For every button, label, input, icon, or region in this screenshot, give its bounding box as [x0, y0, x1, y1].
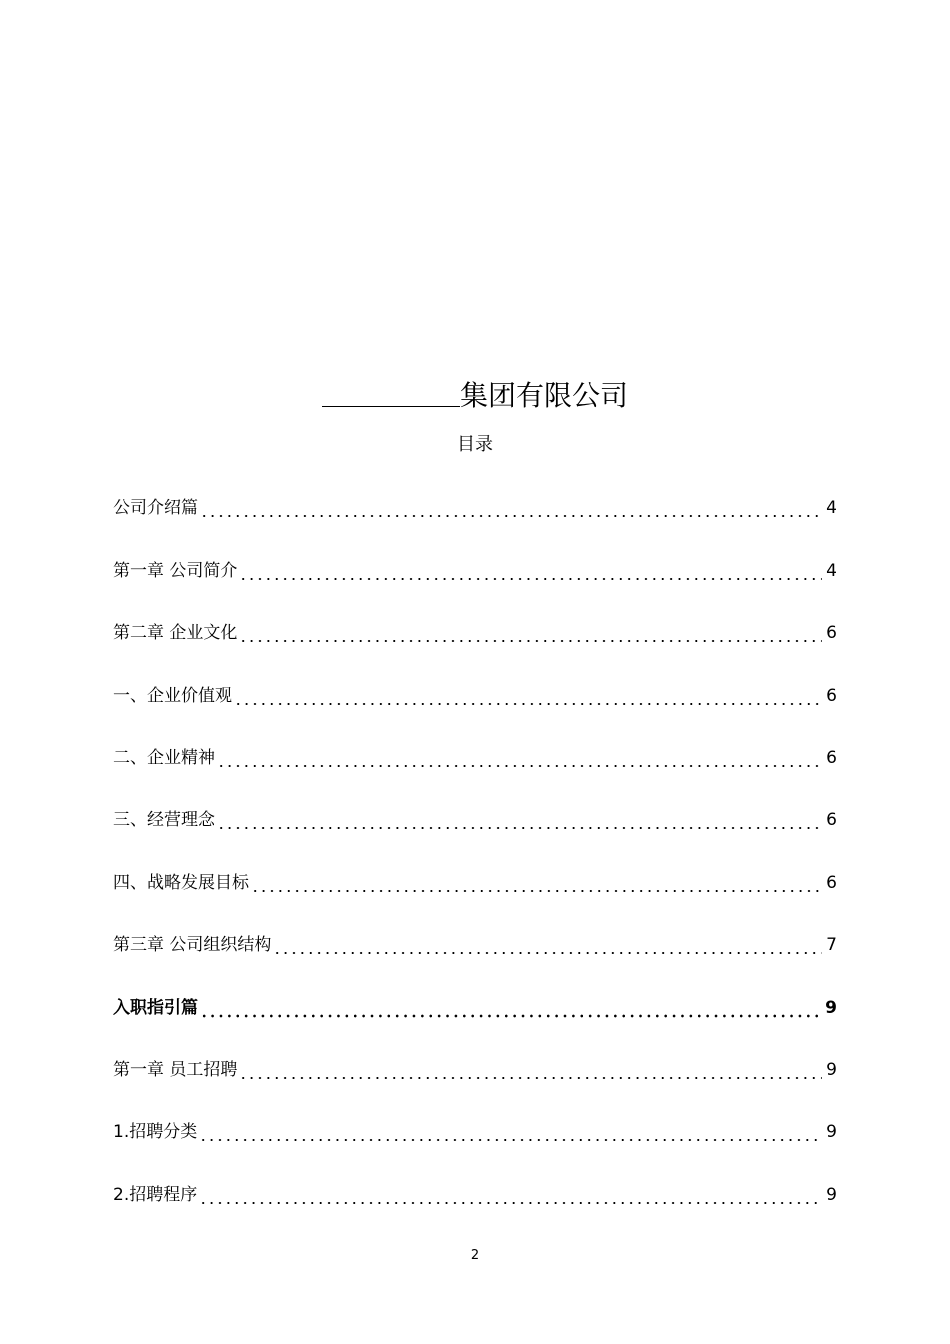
toc-entry-page: 6	[826, 623, 837, 644]
toc-dot-leader	[199, 1120, 822, 1144]
toc-entry[interactable]	[113, 619, 837, 681]
toc-entry-label: 公司介绍篇	[113, 498, 198, 519]
toc-entry[interactable]	[113, 744, 837, 806]
table-of-contents	[113, 494, 837, 1243]
toc-entry-page: 6	[826, 810, 837, 831]
toc-entry-page: 7	[826, 935, 837, 956]
toc-entry-section[interactable]	[113, 993, 837, 1055]
toc-entry[interactable]	[113, 1056, 837, 1118]
toc-entry-label: 第一章 公司简介	[113, 560, 238, 581]
toc-entry-label: 四、战略发展目标	[113, 872, 249, 893]
toc-dot-leader	[199, 1183, 822, 1207]
toc-dot-leader	[200, 496, 822, 520]
toc-entry-page: 6	[826, 747, 837, 768]
title-suffix: 集团有限公司	[459, 379, 628, 412]
toc-entry-page: 6	[826, 685, 837, 706]
toc-dot-leader	[200, 996, 821, 1020]
toc-entry[interactable]	[113, 868, 837, 930]
toc-heading: 目录	[457, 434, 493, 455]
toc-entry[interactable]	[113, 494, 837, 556]
toc-entry-label: 一、企业价值观	[113, 685, 232, 706]
toc-entry-page: 4	[826, 560, 837, 581]
toc-entry-label: 三、经营理念	[113, 810, 215, 831]
toc-dot-leader	[217, 746, 822, 770]
toc-entry[interactable]	[113, 806, 837, 868]
toc-entry[interactable]	[113, 931, 837, 993]
toc-entry[interactable]	[113, 1180, 837, 1242]
company-name-blank	[322, 379, 460, 407]
toc-entry-page: 9	[826, 1059, 837, 1080]
toc-dot-leader	[234, 684, 822, 708]
toc-entry-page: 9	[825, 997, 837, 1018]
toc-entry-page: 6	[826, 872, 837, 893]
toc-entry-page: 4	[826, 498, 837, 519]
toc-entry-page: 9	[826, 1122, 837, 1143]
toc-entry-label: 二、企业精神	[113, 747, 215, 768]
toc-entry-label: 入职指引篇	[113, 997, 198, 1018]
page-number: 2	[470, 1248, 480, 1263]
toc-entry-page: 9	[826, 1184, 837, 1205]
toc-entry-label: 第三章 公司组织结构	[113, 935, 272, 956]
toc-dot-leader	[239, 559, 822, 583]
toc-dot-leader	[273, 933, 822, 957]
toc-dot-leader	[239, 1058, 822, 1082]
toc-dot-leader	[217, 808, 822, 832]
toc-entry-label: 第一章 员工招聘	[113, 1059, 238, 1080]
toc-entry-label: 1.招聘分类	[113, 1122, 198, 1143]
toc-dot-leader	[251, 871, 822, 895]
document-title	[0, 378, 950, 414]
toc-entry[interactable]	[113, 1118, 837, 1180]
toc-entry[interactable]	[113, 681, 837, 743]
toc-entry[interactable]	[113, 556, 837, 618]
toc-entry-label: 第二章 企业文化	[113, 623, 238, 644]
toc-entry-label: 2.招聘程序	[113, 1184, 198, 1205]
toc-dot-leader	[239, 621, 822, 645]
